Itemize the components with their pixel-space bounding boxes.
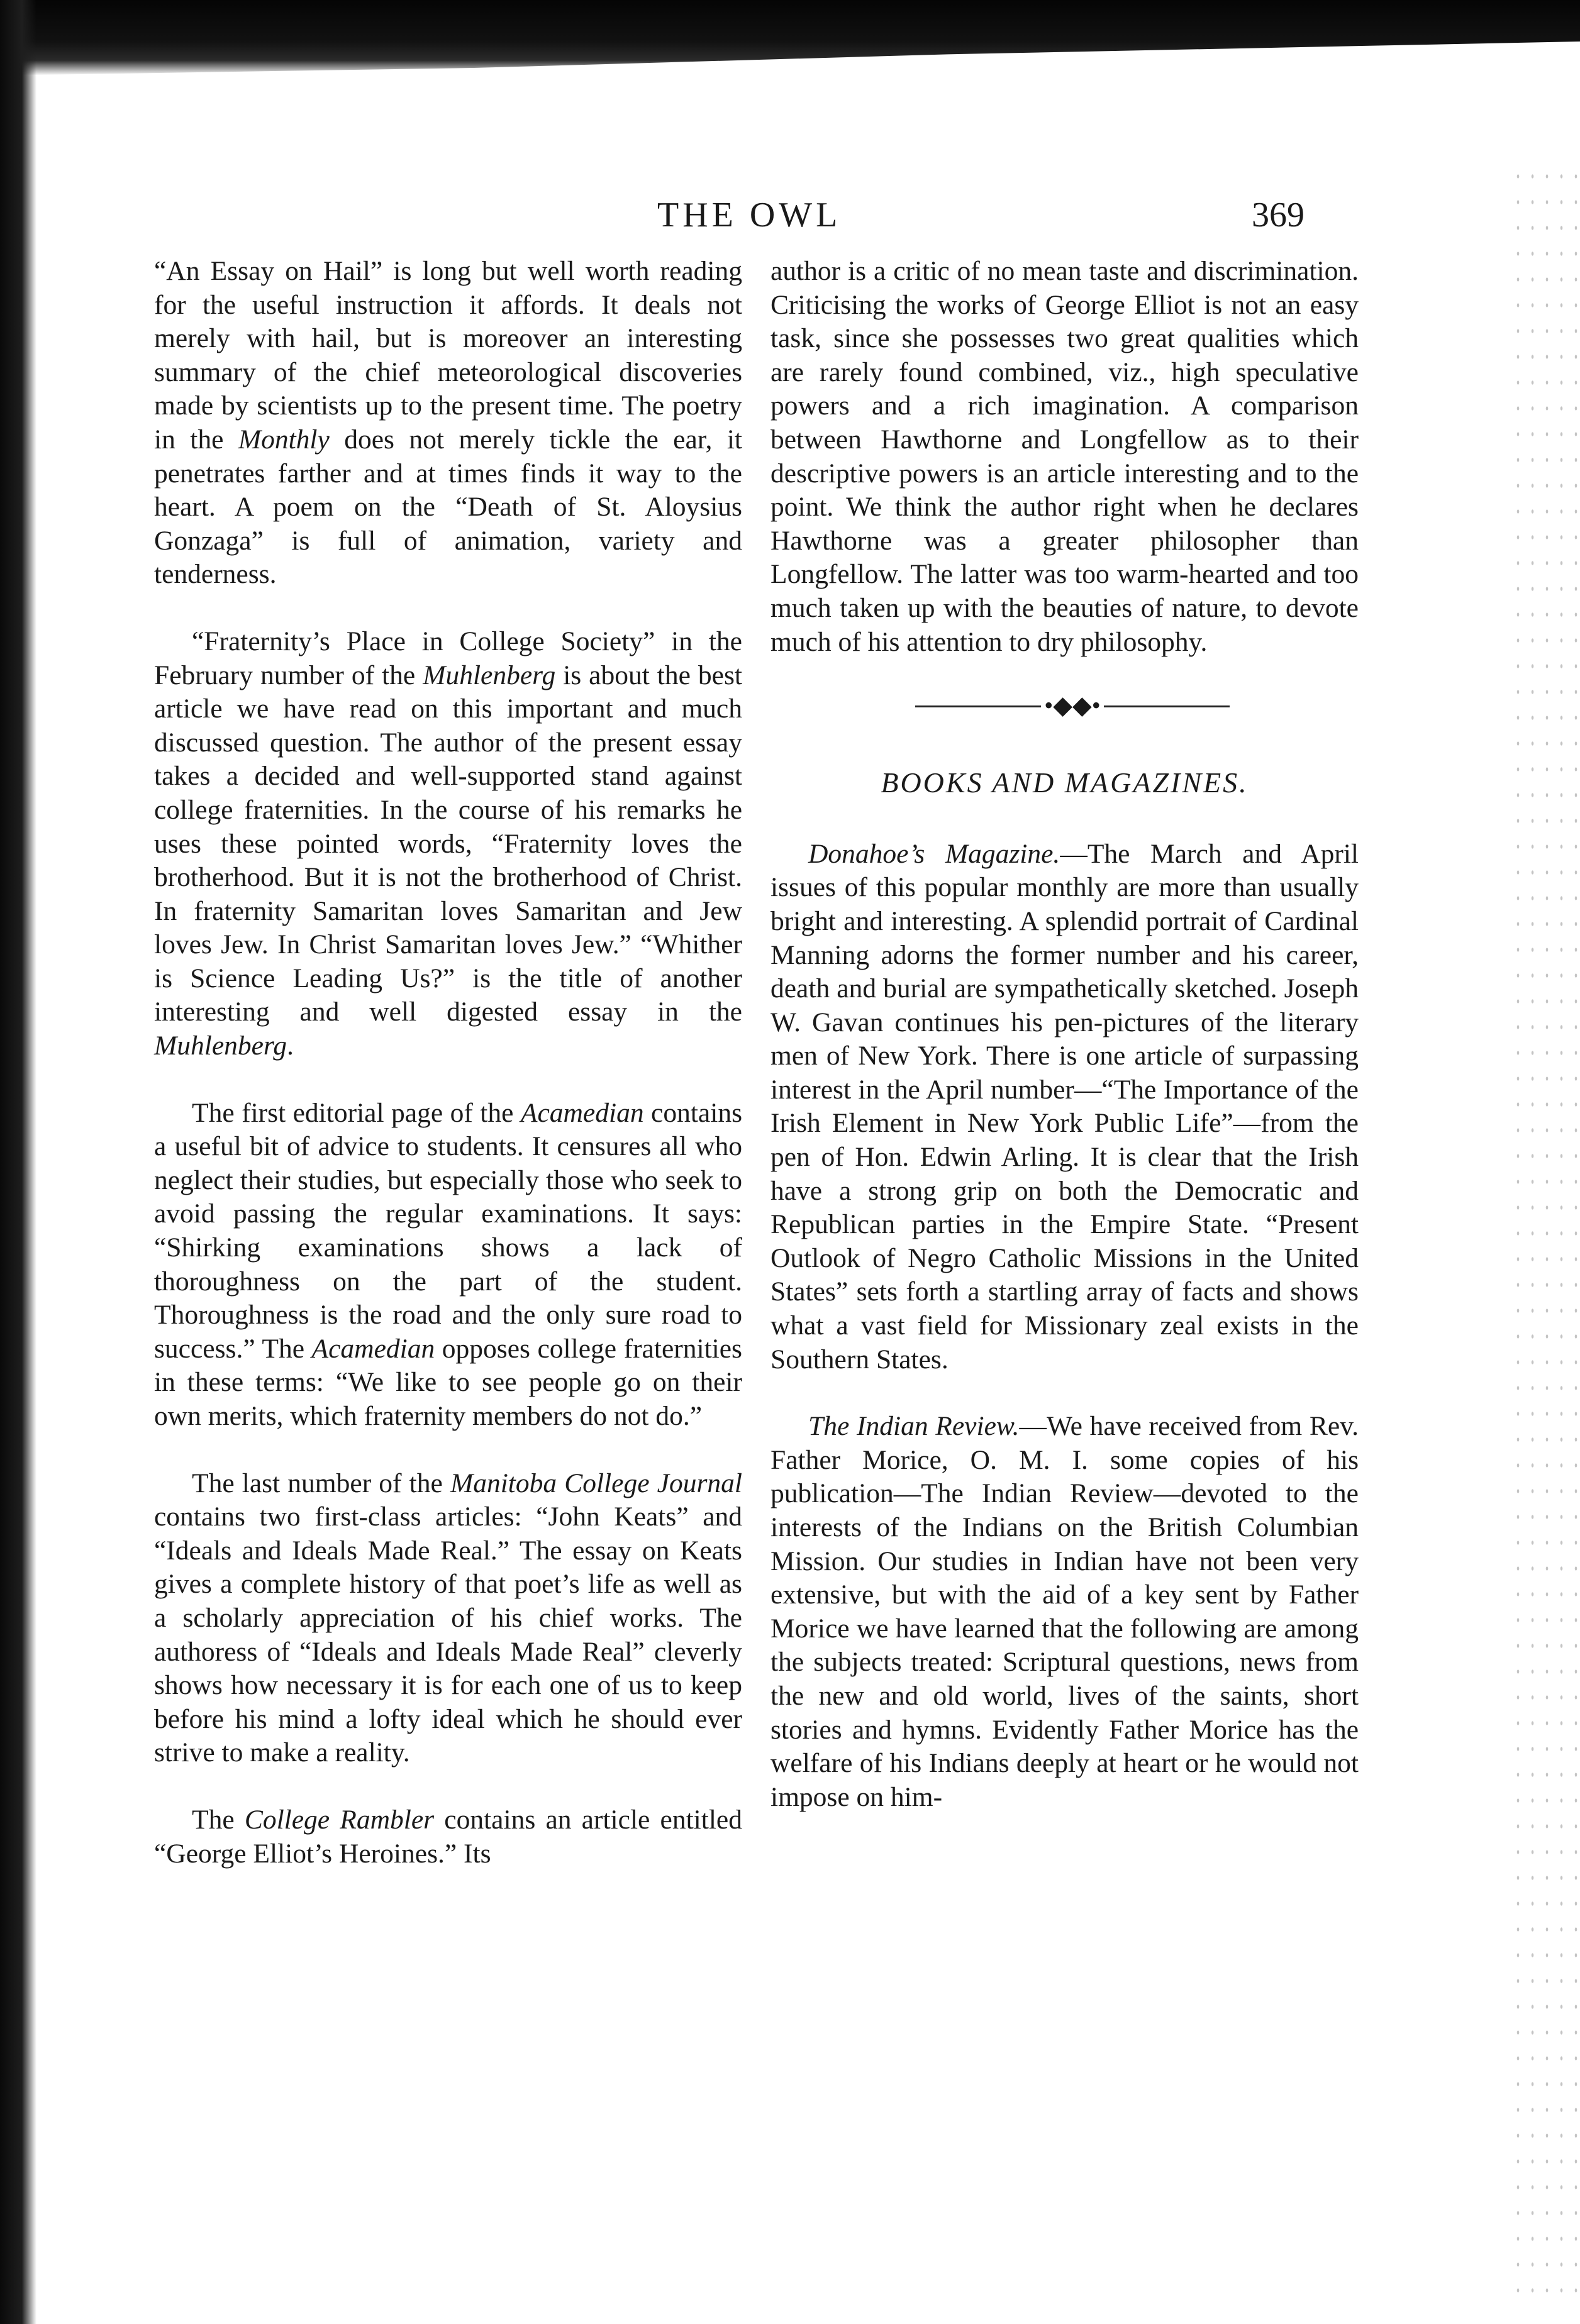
text-run: “An Essay on Hail” is long but well worth reading for the useful instruction it affords. It deals not merely with hail, but is moreover an interesting summary of the chief meteorological discoveries made by scientists up to the present time. The poetry in the [154, 256, 742, 455]
left-column [154, 255, 742, 1871]
text-run: —The March and April issues of this popular monthly are more than usually bright and interesting. A splendid portrait of Cardinal Manning adorns the former number and his career, death and burial are sympathetically sketched. Joseph W. Gavan continues his pen-pictures of the literary men of New York. There is one article of surpassing interest in the April number—“The Importance of the Irish Element in New York Public Life”—from the pen of Hon. Edwin Arling. It is clear that the Irish have a strong grip on both the Democratic and Republican parties in the Empire State. “Present Outlook of Negro Catholic Missions in the United States” sets forth a startling array of facts and shows what a vast field for Missionary zeal exists in the Southern States. [771, 838, 1359, 1375]
page-number: 369 [1252, 196, 1305, 235]
text-run: opposes college fraternities in these terms: “We like to see people go on their own merits, which fraternity members do not do.” [154, 1333, 742, 1431]
italic-title: The Indian Review. [808, 1411, 1020, 1442]
scan-edge-top [0, 0, 1580, 75]
text-run: . [287, 1031, 294, 1061]
text-run: contains a useful bit of advice to students. It censures all who neglect their studies, but especially those who seek to avoid passing the regular examinations. It says: “Shirking examinations shows a lack of thoroughness on the part of the student. Thoroughness is the road and the only sure road to success.” The [154, 1097, 743, 1364]
section-divider [771, 684, 1359, 728]
paragraph-essay-on-hail [154, 255, 742, 592]
text-run: author is a critic of no mean taste and discrimination. Criticising the works of George Elliot is not an easy task, since she possesses two great qualities which are rarely found combined, viz., high speculative powers and a rich imagination. A comparison between Hawthorne and Longfellow as to their descriptive powers is an article interesting and to the point. We think the author right when he declares Hawthorne was a greater philosopher than Longfellow. The latter was too warm-hearted and too much taken up with the beauties of nature, to devote much of his attention to dry philosophy. [771, 256, 1359, 657]
italic-title: Acamedian [520, 1097, 644, 1128]
scan-edge-right [1511, 163, 1580, 2301]
paragraph-indian-review [771, 1410, 1359, 1814]
text-run: The last number of the [192, 1468, 450, 1498]
text-run: The [192, 1804, 245, 1835]
text-run: is about the best article we have read on this important and much discussed question. The author of the present essay takes a decided and well-supported stand against college fraternities. In the course of his remarks he uses these pointed words, “Fraternity loves the brotherhood. But it is not the brotherhood of Christ. In fraternity Samaritan loves Samaritan and Jew loves Jew. In Christ Samaritan loves Jew.” “Whither is Science Leading Us?” is the title of another interesting and well digested essay in the [154, 660, 742, 1027]
paragraph-manitoba [154, 1467, 742, 1770]
italic-title: Donahoe’s Magazine. [808, 838, 1060, 869]
scan-edge-left [0, 0, 36, 2324]
italic-title: Monthly [238, 424, 330, 455]
italic-title: College Rambler [244, 1804, 435, 1835]
text-run: —We have received from Rev. Father Morice, O. M. I. some copies of his publication—The Indian Review—devoted to the interests of the Indians on the British Columbian Mission. Our studies in Indian have not been very extensive, but with the aid of a key sent by Father Morice we have learned that the following are among the subjects treated: Scriptural questions, news from the new and old world, lives of the saints, short stories and hymns. Evidently Father Morice has the welfare of his Indians deeply at heart or he would not impose on him- [771, 1411, 1359, 1812]
text-run: “Fraternity’s Place in College Society” in the February number of the [154, 626, 742, 690]
text-run: contains two first-class articles: “John Keats” and “Ideals and Ideals Made Real.” The essay on Keats gives a complete history of that poet’s life as well as a scholarly appreciation of his chief works. The authoress of “Ideals and Ideals Made Real” cleverly shows how necessary it is for each one of us to keep before his mind a lofty ideal which he should ever strive to make a reality. [154, 1502, 742, 1768]
text-run: The first editorial page of the [192, 1097, 521, 1128]
paragraph-fraternity [154, 625, 742, 1063]
paragraph-acamedian [154, 1097, 742, 1434]
right-column [771, 255, 1359, 1814]
section-heading: BOOKS AND MAGAZINES. [881, 766, 1249, 799]
italic-title: Muhlenberg [154, 1031, 287, 1061]
running-title: THE OWL [657, 196, 842, 235]
text-run: does not merely tickle the ear, it penetrates farther and at times finds it way to the heart. A poem on the “Death of St. Aloysius Gonzaga” is full of animation, variety and tenderness. [154, 424, 743, 590]
text-run: contains an article entitled “George Elliot’s Heroines.” Its [154, 1804, 742, 1869]
divider-ornament: •◆◆• [1041, 693, 1104, 718]
paragraph-elliot-critic [771, 255, 1359, 659]
italic-title: Acamedian [311, 1333, 435, 1364]
paragraph-college-rambler [154, 1803, 742, 1871]
italic-title: Muhlenberg [423, 660, 556, 690]
italic-title: Manitoba College Journal [450, 1468, 742, 1498]
running-head [0, 189, 1580, 239]
paragraph-donahoes [771, 838, 1359, 1377]
